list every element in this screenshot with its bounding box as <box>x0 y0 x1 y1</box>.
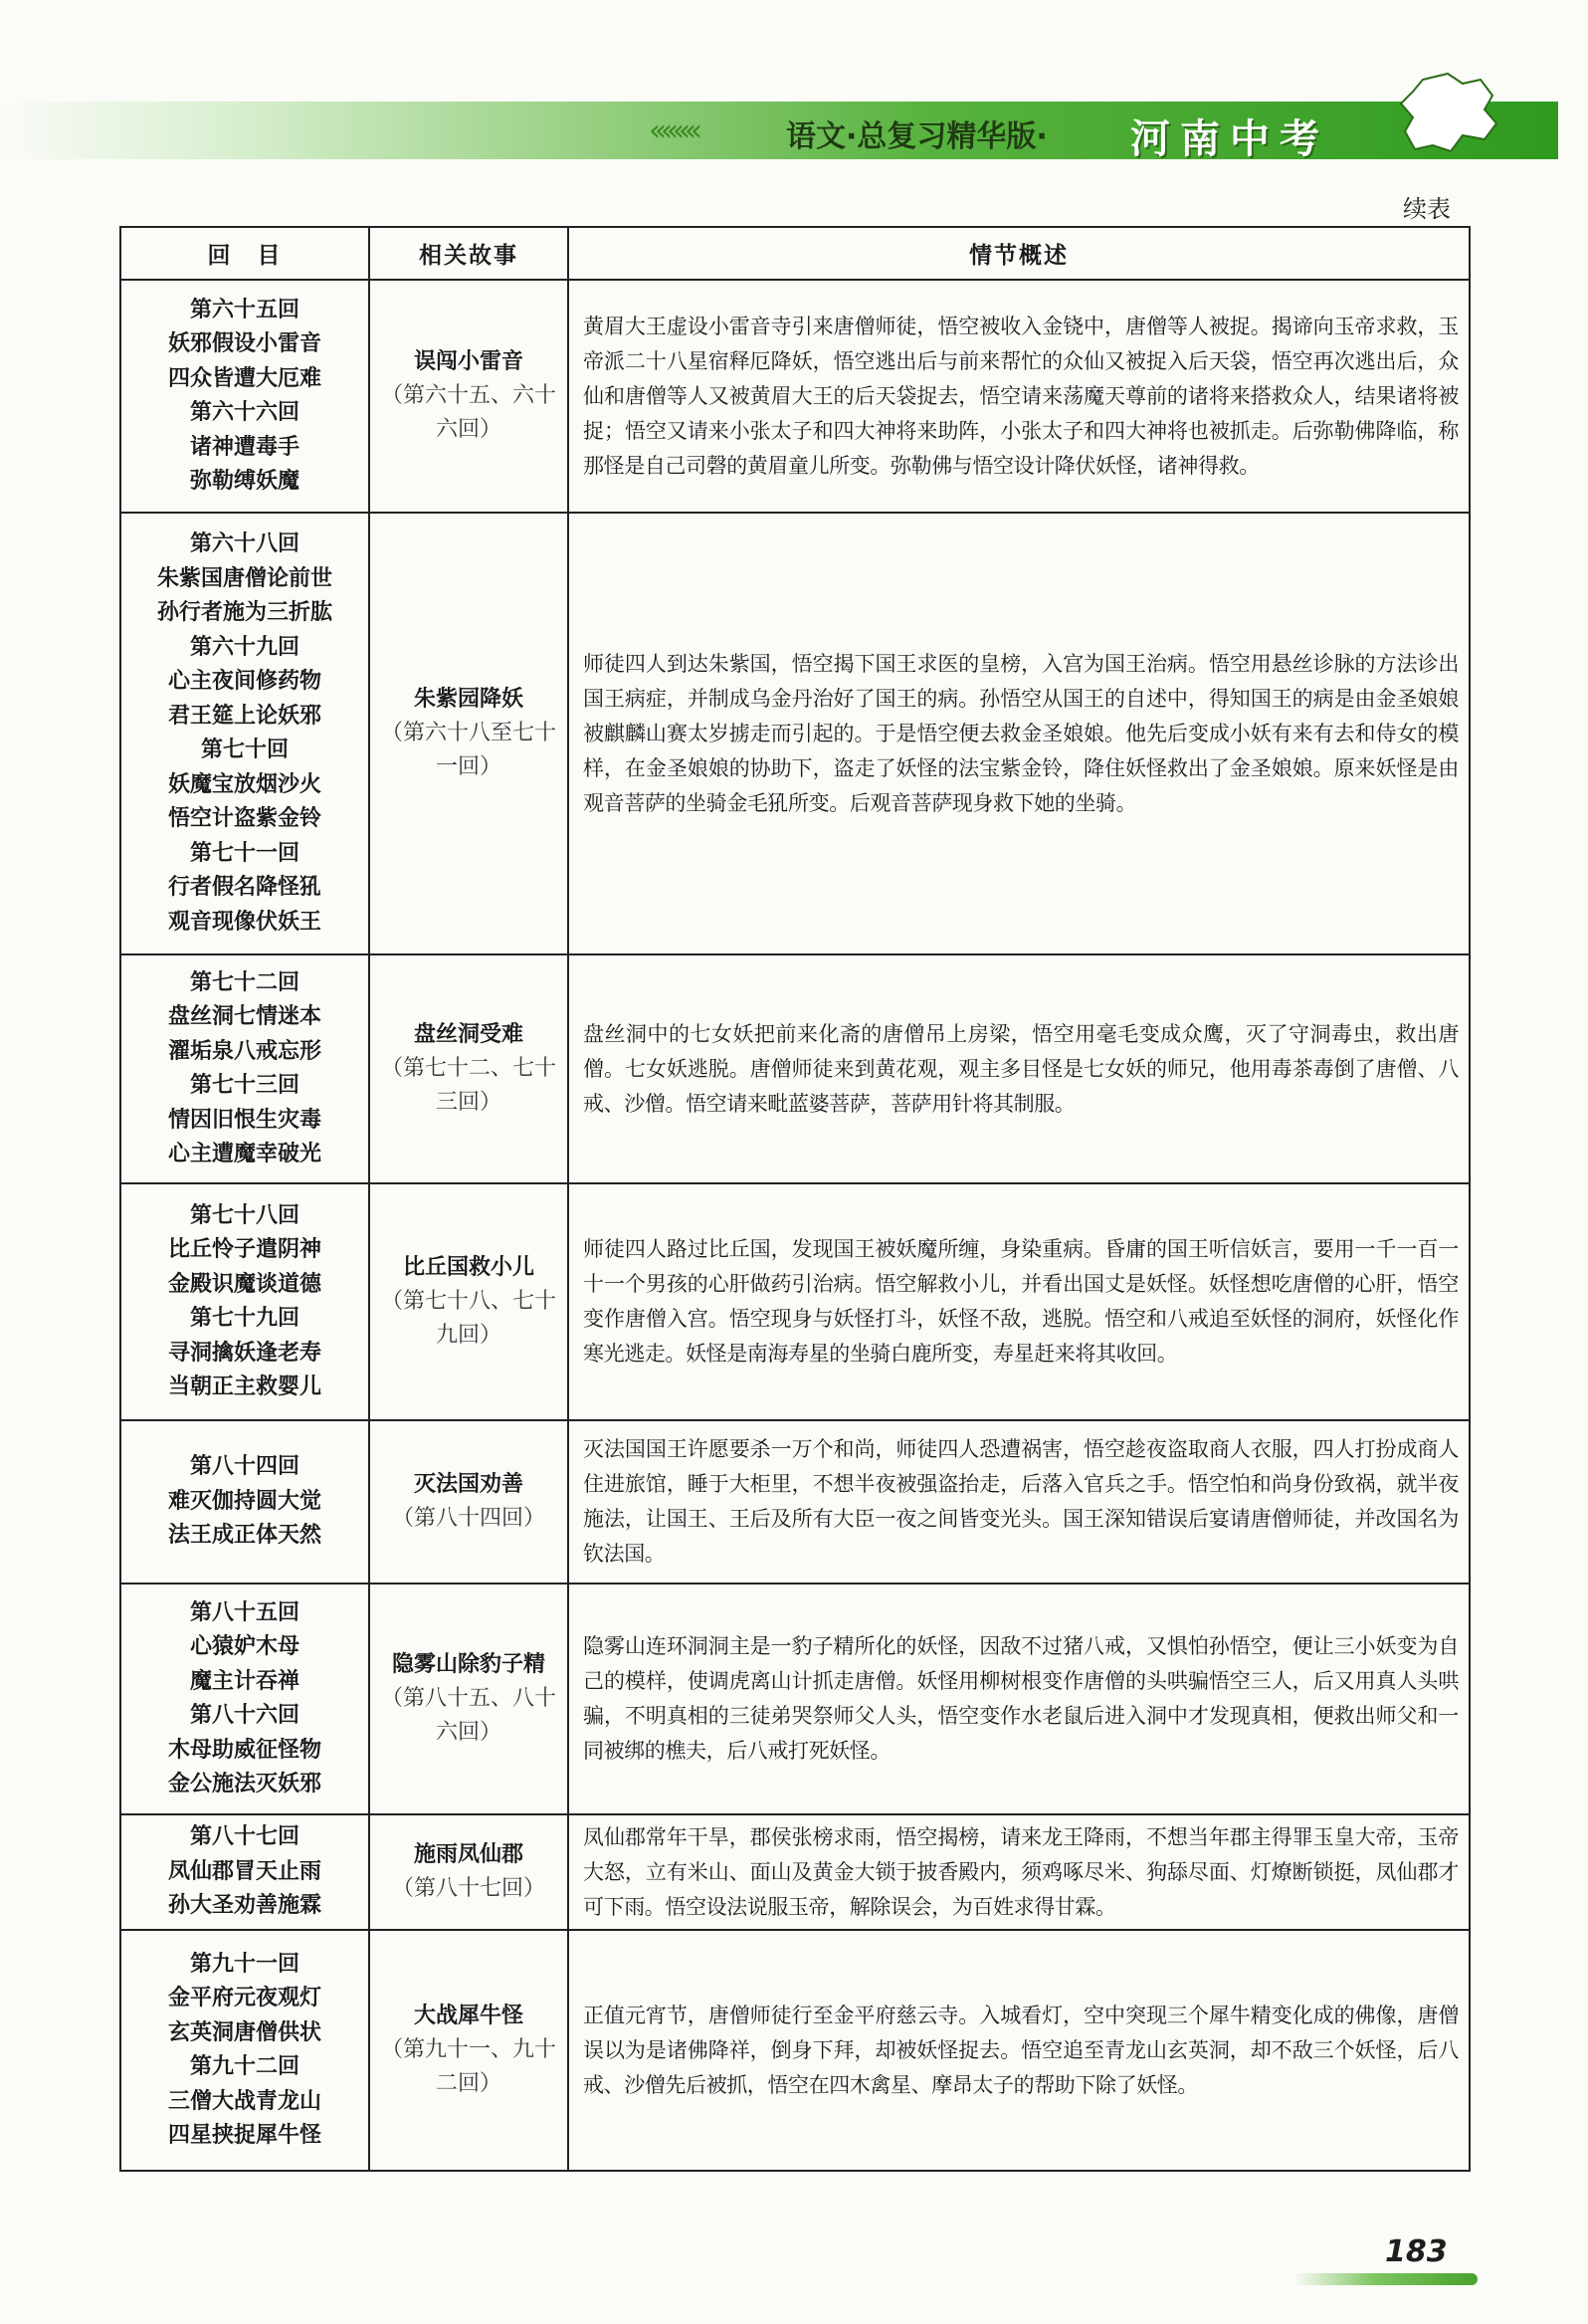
story-name: 朱紫园降妖 <box>413 687 523 712</box>
chapter-title: 法王成正体天然 <box>167 1523 321 1549</box>
chapter-titles-cell <box>120 513 369 954</box>
story-cell <box>369 280 568 513</box>
plot-summary: 师徒四人到达朱紫国，悟空揭下国王求医的皇榜，入宫为国王治病。悟空用悬丝诊脉的方法诊出国王病症，并制成乌金丹治好了国王的病。孙悟空从国王的自述中，得知国王的病是由金圣娘娘被麒麟山赛太岁掳走而引起的。于是悟空便去救金圣娘娘。他先后变成小妖有来有去和侍女的模样，在金圣娘娘的协助下，盗走了妖怪的法宝紫金铃，降住妖怪救出了金圣娘娘。原来妖怪是由观音菩萨的坐骑金毛犼所变。后观音菩萨现身救下她的坐骑。 <box>568 513 1470 954</box>
chapter-title: 魔主计吞禅 <box>189 1668 299 1694</box>
chapter-title: 朱紫国唐僧论前世 <box>156 565 332 591</box>
chapter-title: 第六十八回 <box>189 531 299 556</box>
story-chapter-ref: （第八十四回） <box>391 1506 545 1531</box>
chapter-titles-cell <box>120 954 369 1183</box>
chapter-title: 第七十回 <box>200 738 289 762</box>
chapter-title: 金平府元夜观灯 <box>167 1986 321 2010</box>
plot-summary: 凤仙郡常年干旱，郡侯张榜求雨，悟空揭榜，请来龙王降雨，不想当年郡主得罪玉皇大帝，玉帝大怒，立有米山、面山及黄金大锁于披香殿内，须鸡啄尽米、狗舔尽面、灯燎断锁挺，凤仙郡才可下雨。悟空设法说服玉帝，解除误会，为百姓求得甘霖。 <box>568 1814 1470 1930</box>
chapter-title: 盘丝洞七情迷本 <box>167 1004 321 1029</box>
chapter-title: 玄英洞唐僧供状 <box>167 2019 321 2045</box>
chapter-titles-cell <box>120 1930 369 2171</box>
chapter-title: 难灭伽持圆大觉 <box>167 1488 321 1514</box>
table-row <box>120 280 1470 513</box>
chapter-titles-cell <box>120 1584 369 1814</box>
table-body <box>120 280 1470 2171</box>
chapter-title: 君王筵上论妖邪 <box>167 703 321 729</box>
story-cell <box>369 954 568 1183</box>
chapter-title: 第七十八回 <box>189 1202 299 1228</box>
chapter-title: 木母助威征怪物 <box>167 1737 321 1763</box>
chapter-title: 心主遭魔幸破光 <box>167 1142 321 1166</box>
chapter-title: 心主夜间修药物 <box>167 669 321 694</box>
story-name: 盘丝洞受难 <box>413 1022 523 1047</box>
story-chapter-ref: （第八十七回） <box>391 1876 545 1901</box>
chapter-titles-cell <box>120 1814 369 1930</box>
chapter-title: 第八十六回 <box>189 1703 299 1728</box>
plot-summary: 灭法国国王许愿要杀一万个和尚，师徒四人恐遭祸害，悟空趁夜盗取商人衣服，四人打扮成商人住进旅馆，睡于大柜里，不想半夜被强盗抬走，后落入官兵之手。悟空怕和尚身份致祸，就半夜施法，让国王、王后及所有大臣一夜之间皆变光头。国王深知错误后宴请唐僧师徒，并改国名为钦法国。 <box>568 1420 1470 1584</box>
story-cell <box>369 1420 568 1584</box>
story-cell <box>369 1183 568 1420</box>
plot-summary: 隐雾山连环洞洞主是一豹子精所化的妖怪，因敌不过猪八戒，又惧怕孙悟空，便让三小妖变为自己的模样，使调虎离山计抓走唐僧。妖怪用柳树根变作唐僧的头哄骗悟空三人，后又用真人头哄骗，不明真相的三徒弟哭祭师父人头，悟空变作水老鼠后进入洞中才发现真相，便救出师父和一同被绑的樵夫，后八戒打死妖怪。 <box>568 1584 1470 1814</box>
story-chapter-ref: （第八十五、八十六回） <box>380 1686 556 1745</box>
chapter-title: 情因旧恨生灾毒 <box>167 1107 321 1133</box>
story-cell <box>369 1930 568 2171</box>
continued-label: 续表 <box>1403 195 1451 223</box>
plot-summary: 黄眉大王虚设小雷音寺引来唐僧师徒，悟空被收入金铙中，唐僧等人被捉。揭谛向玉帝求救，玉帝派二十八星宿释厄降妖，悟空逃出后与前来帮忙的众仙又被捉入后天袋，悟空再次逃出后，众仙和唐僧等人又被黄眉大王的后天袋捉去，悟空请来荡魔天尊前的诸将来搭救众人，结果诸将被捉；悟空又请来小张太子和四大神将来助阵，小张太子和四大神将也被抓走。后弥勒佛降临，称那怪是自己司磬的黄眉童儿所变。弥勒佛与悟空设计降伏妖怪，诸神得救。 <box>568 280 1470 513</box>
plot-summary: 正值元宵节，唐僧师徒行至金平府慈云寺。入城看灯，空中突现三个犀牛精变化成的佛像，唐僧误以为是诸佛降祥，倒身下拜，却被妖怪捉去。悟空追至青龙山玄英洞，却不敌三个妖怪，后八戒、沙僧先后被抓，悟空在四木禽星、摩昂太子的帮助下除了妖怪。 <box>568 1930 1470 2171</box>
chapter-title: 第九十一回 <box>189 1951 299 1977</box>
story-chapter-ref: （第九十一、九十二回） <box>380 2037 556 2096</box>
chapter-title: 金殿识魔谈道德 <box>167 1271 321 1297</box>
chapter-titles-cell <box>120 1183 369 1420</box>
story-chapter-ref: （第六十五、六十六回） <box>380 383 556 442</box>
story-cell <box>369 1814 568 1930</box>
chapter-title: 第九十二回 <box>189 2054 299 2079</box>
plot-summary: 师徒四人路过比丘国，发现国王被妖魔所缠，身染重病。昏庸的国王听信妖言，要用一千一百一十一个男孩的心肝做药引治病。悟空解救小儿，并看出国丈是妖怪。妖怪想吃唐僧的心肝，悟空变作唐僧入宫。悟空现身与妖怪打斗，妖怪不敌，逃脱。悟空和八戒追至妖怪的洞府，妖怪化作寒光逃走。妖怪是南海寿星的坐骑白鹿所变，寿星赶来将其收回。 <box>568 1183 1470 1420</box>
chapter-title: 凤仙郡冒天止雨 <box>167 1858 321 1884</box>
table-row <box>120 1814 1470 1930</box>
chapter-title: 悟空计盗紫金铃 <box>167 806 321 831</box>
header-banner <box>0 102 1558 162</box>
chapter-title: 妖邪假设小雷音 <box>167 331 321 356</box>
henan-map-icon <box>1393 70 1502 157</box>
table-row <box>120 1420 1470 1584</box>
story-cell <box>369 513 568 954</box>
chapter-titles-cell <box>120 280 369 513</box>
chapter-title: 四星挟捉犀牛怪 <box>167 2123 321 2148</box>
chapter-title: 濯垢泉八戒忘形 <box>167 1038 321 1064</box>
chapter-title: 孙大圣劝善施霖 <box>167 1893 321 1919</box>
chapter-title: 金公施法灭妖邪 <box>167 1772 321 1796</box>
column-header-summary: 情节概述 <box>568 227 1470 280</box>
table-header-row <box>120 227 1470 280</box>
table-row <box>120 1584 1470 1814</box>
story-table <box>119 226 1471 2172</box>
chapter-title: 第七十九回 <box>189 1306 299 1331</box>
story-name: 隐雾山除豹子精 <box>391 1652 545 1677</box>
table-row <box>120 954 1470 1183</box>
story-cell <box>369 1584 568 1814</box>
chapter-title: 弥勒缚妖魔 <box>189 469 299 494</box>
chapter-title: 第八十五回 <box>189 1599 299 1625</box>
table-row <box>120 1183 1470 1420</box>
chapter-title: 第六十六回 <box>189 400 299 425</box>
page-number-bar <box>1293 2273 1478 2285</box>
chapter-title: 孙行者施为三折肱 <box>156 600 332 625</box>
chapter-title: 寻洞擒妖逢老寿 <box>167 1340 321 1366</box>
chapter-title: 第七十三回 <box>189 1073 299 1098</box>
chapter-title: 第八十七回 <box>189 1824 299 1850</box>
chapter-title: 第六十五回 <box>189 297 299 322</box>
table-row <box>120 513 1470 954</box>
page-number: 183 <box>1385 2234 1448 2269</box>
column-header-chapters: 回 目 <box>120 227 369 280</box>
chapter-title: 第七十一回 <box>189 840 299 866</box>
table-row <box>120 1930 1470 2171</box>
chapter-title: 妖魔宝放烟沙火 <box>167 771 321 797</box>
story-chapter-ref: （第六十八至七十一回） <box>380 721 556 779</box>
story-name: 比丘国救小儿 <box>402 1255 534 1280</box>
chapter-title: 第六十九回 <box>189 634 299 660</box>
story-name: 灭法国劝善 <box>413 1472 523 1497</box>
chapter-title: 行者假名降怪犼 <box>167 875 321 900</box>
chapter-title: 四众皆遭大厄难 <box>167 365 321 391</box>
story-name: 施雨凤仙郡 <box>413 1842 523 1867</box>
story-chapter-ref: （第七十二、七十三回） <box>380 1056 556 1115</box>
column-header-story: 相关故事 <box>369 227 568 280</box>
chapter-title: 当朝正主救婴儿 <box>167 1374 321 1399</box>
chapter-titles-cell <box>120 1420 369 1584</box>
story-name: 误闯小雷音 <box>413 349 523 374</box>
book-subtitle: 语文·总复习精华版· <box>786 119 1048 154</box>
plot-summary: 盘丝洞中的七女妖把前来化斋的唐僧吊上房梁，悟空用毫毛变成众鹰，灭了守洞毒虫，救出唐僧。七女妖逃脱。唐僧师徒来到黄花观，观主多目怪是七女妖的师兄，他用毒茶毒倒了唐僧、八戒、沙僧。悟空请来毗蓝婆菩萨，菩萨用针将其制服。 <box>568 954 1470 1183</box>
book-title: 河南中考 <box>1130 116 1329 162</box>
chapter-title: 比丘怜子遣阴神 <box>167 1237 321 1262</box>
chapter-title: 第七十二回 <box>189 969 299 995</box>
story-chapter-ref: （第七十八、七十九回） <box>380 1289 556 1348</box>
chapter-title: 诸神遭毒手 <box>189 434 299 460</box>
chapter-title: 观音现像伏妖王 <box>167 909 321 935</box>
chevron-decoration: ‹‹‹‹‹‹‹‹ <box>649 113 696 148</box>
chapter-title: 第八十四回 <box>189 1454 299 1480</box>
chapter-title: 三僧大战青龙山 <box>167 2088 321 2114</box>
story-name: 大战犀牛怪 <box>413 2004 523 2028</box>
chapter-title: 心猿妒木母 <box>189 1634 299 1659</box>
